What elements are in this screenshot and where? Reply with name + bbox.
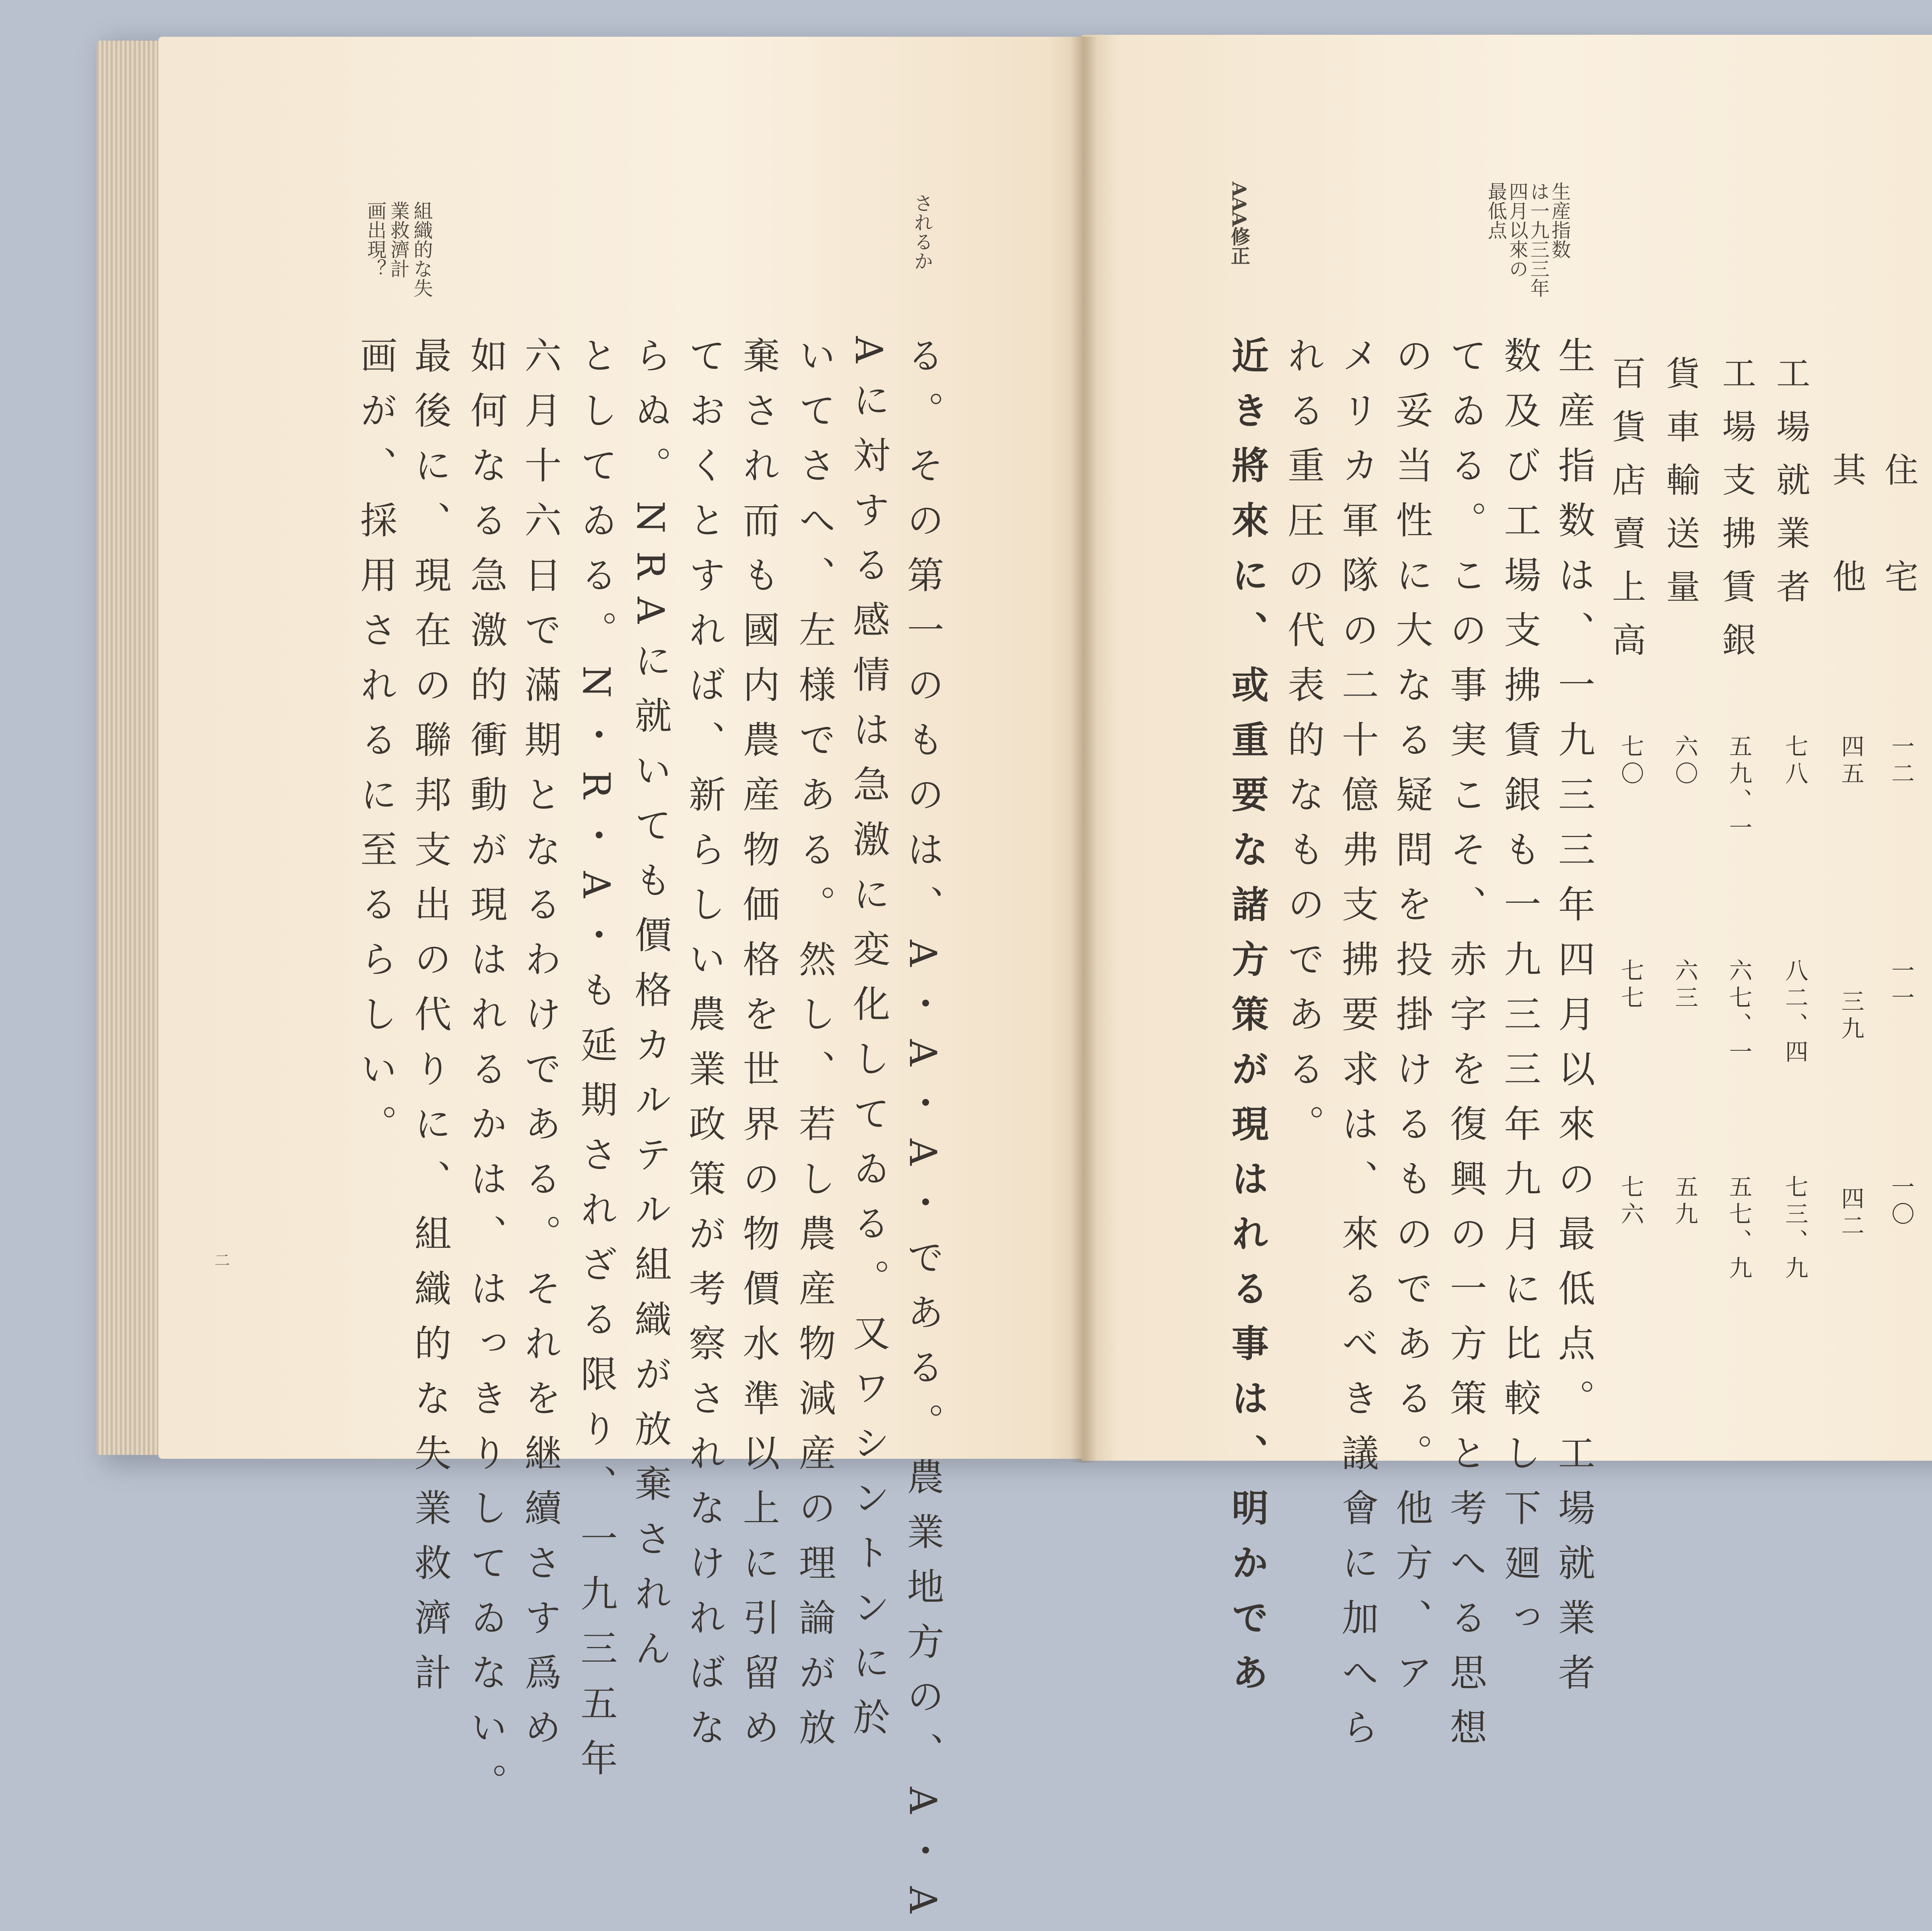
table-cell: 五九、一 (1725, 734, 1752, 842)
table-cell: 六〇 (1671, 734, 1698, 788)
left-text-column: Aに対する感情は急激に変化してゐる。又ワシントンに於 (847, 336, 890, 1753)
table-cell: 七三、九 (1781, 1175, 1808, 1283)
left-text-column: 画が、採用されるに至るらしい。 (354, 336, 398, 1159)
table-cell: 五九 (1671, 1175, 1698, 1229)
table-cell: 七七 (1617, 958, 1644, 1012)
right-margin-note-line: 四月以來の (1506, 182, 1529, 278)
right-text-column: 生産指数は、一九三三年四月以來の最低点。工場就業者 (1552, 336, 1595, 1708)
left-margin-note-line: 業救濟計 (387, 201, 410, 278)
table-row-label: 百貨店賣上高 (1607, 356, 1646, 675)
table-cell: 七八 (1781, 734, 1808, 788)
table-cell: 八二、四 (1781, 958, 1808, 1067)
table-cell: 一二 (1888, 734, 1915, 788)
left-text-column: ておくとすれば、新らしい農業政策が考察されなければな (683, 336, 726, 1763)
book-gutter (1070, 37, 1097, 1463)
left-text-column: 棄され而も國内農産物価格を世界の物價水準以上に引留め (737, 336, 780, 1763)
left-margin-note-line: 組織的な失 (410, 201, 433, 298)
left-page-number: 二 (214, 1252, 230, 1269)
left-text-column: 最後に、現在の聯邦支出の代りに、組織的な失業救濟計 (408, 336, 452, 1708)
left-margin-note-line: 画出現？ (364, 201, 387, 278)
right-text-column: 近き將來に、或重要な諸方策が現はれる事は、明かであ (1226, 336, 1269, 1708)
table-cell: 一〇 (1888, 1175, 1915, 1229)
right-margin-note-line: は一九三三年 (1527, 182, 1550, 298)
table-cell: 五七、九 (1725, 1175, 1752, 1283)
right-text-column: 数及び工場支拂賃銀も一九三三年九月に比較し下廻っ (1498, 336, 1541, 1653)
left-text-column: としてゐる。N・R・A・も延期されざる限り、一九三五年 (575, 336, 618, 1794)
table-row-label: 貨車輸送量 (1661, 356, 1701, 622)
table-cell: 七〇 (1617, 734, 1644, 788)
right-text-column: の妥当性に大なる疑問を投掛けるものである。他方、ア (1390, 336, 1433, 1708)
table-row-label: 工場支拂賃銀 (1717, 356, 1757, 675)
right-text-column: れる重圧の代表的なものである。 (1282, 336, 1325, 1159)
table-row-label: 住 宅 (1879, 452, 1919, 612)
table-row-label: 工場就業者 (1771, 356, 1811, 622)
right-text-column: てゐる。この事実こそ、赤字を復興の一方策と考へる思想 (1444, 336, 1487, 1763)
left-text-column: いてさへ、左様である。然し、若し農産物減産の理論が放 (793, 336, 836, 1763)
table-cell: 一一 (1888, 958, 1915, 1012)
table-cell: 六三 (1671, 958, 1698, 1012)
left-text-column: 六月十六日で滿期となるわけである。それを継續さす爲め (519, 336, 562, 1763)
table-cell: 四五 (1837, 734, 1864, 788)
table-cell: 三九 (1837, 989, 1864, 1043)
table-row-label: 其 他 (1827, 452, 1867, 612)
table-cell: 六七、一 (1725, 958, 1752, 1067)
right-margin-note-line: 最低点 (1485, 182, 1507, 240)
left-text-column: 如何なる急激的衝動が現はれるかは、はっきりしてゐない。 (464, 336, 508, 1818)
table-cell: 七六 (1617, 1175, 1644, 1229)
table-cell: 四二 (1837, 1186, 1864, 1240)
left-margin-note: されるか (911, 193, 934, 271)
left-page-edges (97, 41, 166, 1455)
left-text-column: る。その第一のものは、A・A・A・である。農業地方の、A・A (901, 336, 944, 1931)
right-margin-note-line: 生産指数 (1548, 182, 1571, 259)
right-margin-note: AAA修正 (1228, 182, 1251, 265)
left-page (158, 37, 1086, 1459)
left-text-column: らぬ。NRAに就いても價格カルテル組織が放棄されん (629, 336, 672, 1684)
right-text-column: メリカ軍隊の二十億弗支拂要求は、來るべき議會に加へら (1336, 336, 1379, 1763)
